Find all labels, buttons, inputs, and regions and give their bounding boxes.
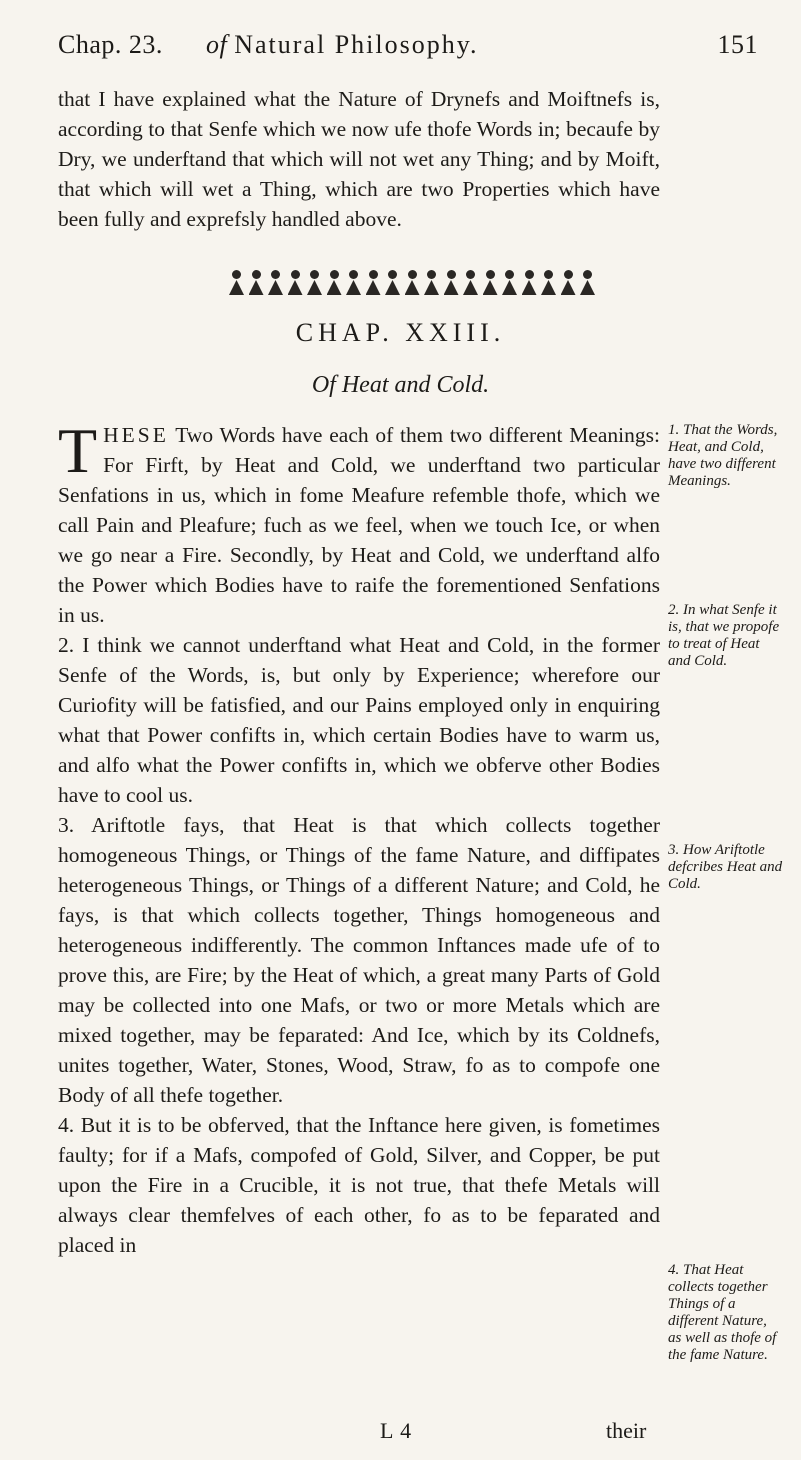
ornament-glyph [248, 270, 265, 296]
printers-ornament [228, 264, 596, 296]
ornament-glyph [384, 270, 401, 296]
chapter-number: Chap. 23. [58, 30, 163, 59]
ornament-glyph [540, 270, 557, 296]
ornament-glyph [287, 270, 304, 296]
running-head [58, 30, 758, 64]
ornament-glyph [306, 270, 323, 296]
chapter-subtitle: Of Heat and Cold. [311, 372, 490, 398]
paragraph-4: 4. But it is to be obferved, that the Inftance here given, is fometimes faulty; for if a Mafs, compofed of Gold, Silver, and Copper, be put upon the Fire in a Crucible, it is not true, that thefe Metals will always clear themfelves of each other, fo as to be feparated and placed in [58, 1113, 660, 1257]
ornament-glyph [482, 270, 499, 296]
ornament-glyph [560, 270, 577, 296]
ornament-glyph [521, 270, 538, 296]
paragraph-1 [58, 415, 660, 630]
ornament-glyph [326, 270, 343, 296]
ornament-glyph [501, 270, 518, 296]
paragraph-text: Two Words have each of them two different Meanings: For Firft, by Heat and Cold, we underftand two particular Senfations in us, which in fome Meafure refemble thofe, which we call Pain and Pleafure; fuch as we feel, when we touch Ice, or when we go near a Fire. Secondly, by Heat and Cold, we underftand alfo the Power which Bodies have to raife the forementioned Senfations in us. [58, 423, 660, 627]
signature-mark: L 4 [380, 1418, 413, 1443]
margin-note: 3. How Ariftotle defcribes Heat and Cold. [668, 842, 783, 892]
first-word: HESE [103, 423, 169, 447]
intro-paragraph [58, 84, 660, 234]
title-prefix: of [206, 30, 228, 59]
margin-note: 4. That Heat collects together Things of a different Nature, as well as thofe of the fame Nature. [668, 1262, 777, 1363]
page-number: 151 [717, 30, 758, 59]
margin-note: 1. That the Words, Heat, and Cold, have two different Meanings. [668, 422, 778, 489]
margin-note: 2. In what Senfe it is, that we propofe to treat of Heat and Cold. [668, 602, 780, 669]
ornament-glyph [365, 270, 382, 296]
ornament-glyph [579, 270, 596, 296]
ornament-glyph [228, 270, 245, 296]
catchword: their [606, 1418, 647, 1443]
ornament-glyph [345, 270, 362, 296]
paragraph-2: 2. I think we cannot underftand what Heat and Cold, in the former Senfe of the Words, is, but only by Experience; wherefore our Curiofity will be fatisfied, and our Pains employed only in enquiring what that Power confifts in, which certain Bodies have to warm us, and alfo what the Power confifts in, which we obferve other Bodies have to cool us. [58, 633, 660, 807]
ornament-glyph [404, 270, 421, 296]
ornament-glyph [462, 270, 479, 296]
ornament-glyph [443, 270, 460, 296]
running-title [206, 30, 479, 60]
chapter-heading: CHAP. XXIII. [295, 318, 506, 347]
drop-capital: T [58, 415, 98, 486]
title-text: Natural Philosophy. [234, 30, 479, 59]
chapter-body [58, 415, 660, 1260]
ornament-glyph [267, 270, 284, 296]
paragraph-3: 3. Ariftotle fays, that Heat is that which collects together homogeneous Things, or Things of the fame Nature, and diffipates heterogeneous Things, or Things of a different Nature; and Cold, he fays, is that which collects together, Things homogeneous and heterogeneous indifferently. The common Inftances made ufe of to prove this, are Fire; by the Heat of which, a great many Parts of Gold may be collected into one Mafs, or two or more Metals which are mixed together, may be feparated: And Ice, which by its Coldnefs, unites together, Water, Stones, Wood, Straw, fo as to compofe one Body of all thefe together. [58, 813, 660, 1107]
intro-text: that I have explained what the Nature of Drynefs and Moiftnefs is, according to that Senfe which we now ufe thofe Words in; becaufe by Dry, we underftand that which will not wet any Thing; and by Moift, that which will wet a Thing, which are two Properties which have been fully and exprefsly handled above. [58, 87, 660, 231]
ornament-glyph [423, 270, 440, 296]
